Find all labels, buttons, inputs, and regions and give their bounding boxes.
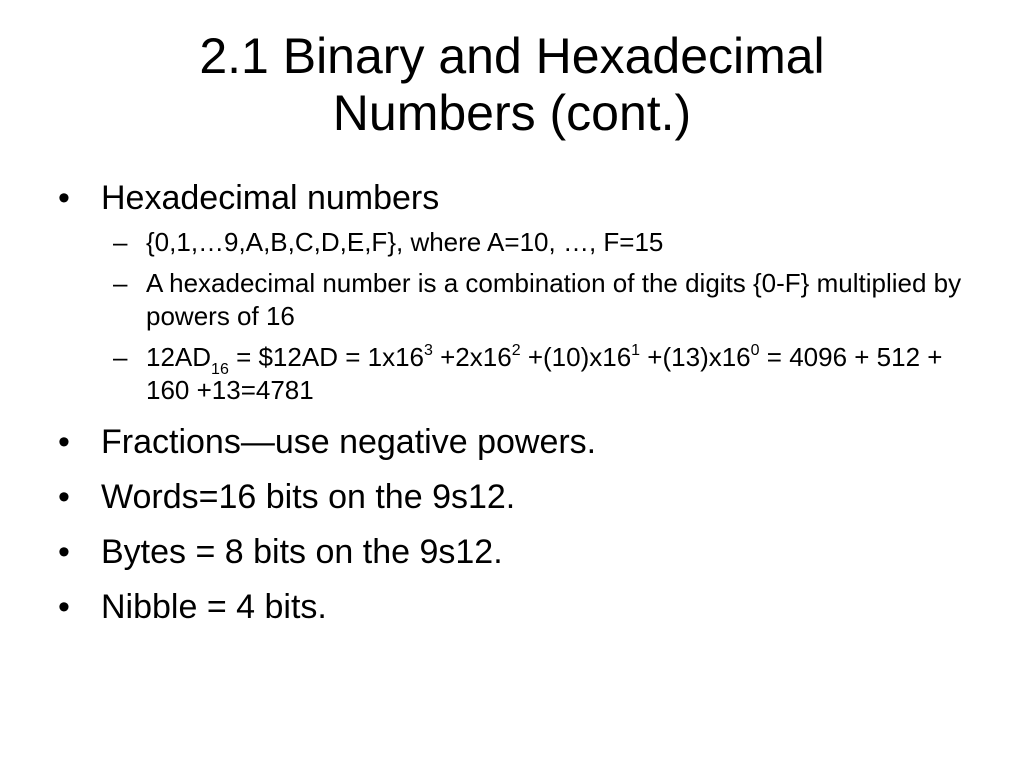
slide-title-line-2: Numbers (cont.)	[332, 85, 692, 141]
sub-bullet-text: A hexadecimal number is a combination of the digits {0-F} multiplied by powers of 16	[146, 268, 962, 331]
example-superscript: 3	[423, 342, 433, 359]
example-superscript: 1	[631, 342, 641, 359]
example-part: +2x16	[432, 342, 512, 372]
bullet-nibble	[56, 587, 986, 627]
bullet-marker: •	[58, 423, 70, 461]
dash-marker: –	[113, 268, 128, 298]
example-part: = $12AD = 1x16	[228, 342, 424, 372]
example-part: = 4096 + 512 + 160 +13=4781	[146, 342, 943, 405]
sub-bullet-list	[101, 226, 986, 407]
sub-bullet-definition	[101, 267, 986, 333]
slide-title-line-1: 2.1 Binary and Hexadecimal	[199, 28, 825, 84]
bullet-marker: •	[58, 478, 70, 516]
bullet-marker: •	[58, 533, 70, 571]
sub-bullet-text: {0,1,…9,A,B,C,D,E,F}, where A=10, …, F=15	[146, 227, 664, 257]
bullet-words	[56, 477, 986, 517]
example-part: +(10)x16	[520, 342, 632, 372]
example-part: 12AD	[146, 342, 212, 372]
bullet-marker: •	[58, 179, 70, 217]
example-part: +(13)x16	[640, 342, 751, 372]
example-superscript: 0	[750, 342, 760, 359]
example-superscript: 2	[511, 342, 521, 359]
sub-bullet-example	[101, 341, 986, 407]
example-subscript: 16	[211, 361, 229, 378]
bullet-marker: •	[58, 588, 70, 626]
slide-body	[56, 178, 986, 642]
dash-marker: –	[113, 342, 128, 372]
bullet-hexadecimal-numbers	[56, 178, 986, 407]
bullet-text: Nibble = 4 bits.	[101, 588, 327, 626]
dash-marker: –	[113, 227, 128, 257]
bullet-fractions	[56, 422, 986, 462]
bullet-text: Words=16 bits on the 9s12.	[101, 478, 516, 516]
sub-bullet-digit-set	[101, 226, 986, 259]
slide-title	[0, 28, 1024, 142]
bullet-text: Hexadecimal numbers	[101, 179, 440, 217]
bullet-text: Bytes = 8 bits on the 9s12.	[101, 533, 503, 571]
bullet-text: Fractions—use negative powers.	[101, 423, 597, 461]
bullet-bytes	[56, 532, 986, 572]
